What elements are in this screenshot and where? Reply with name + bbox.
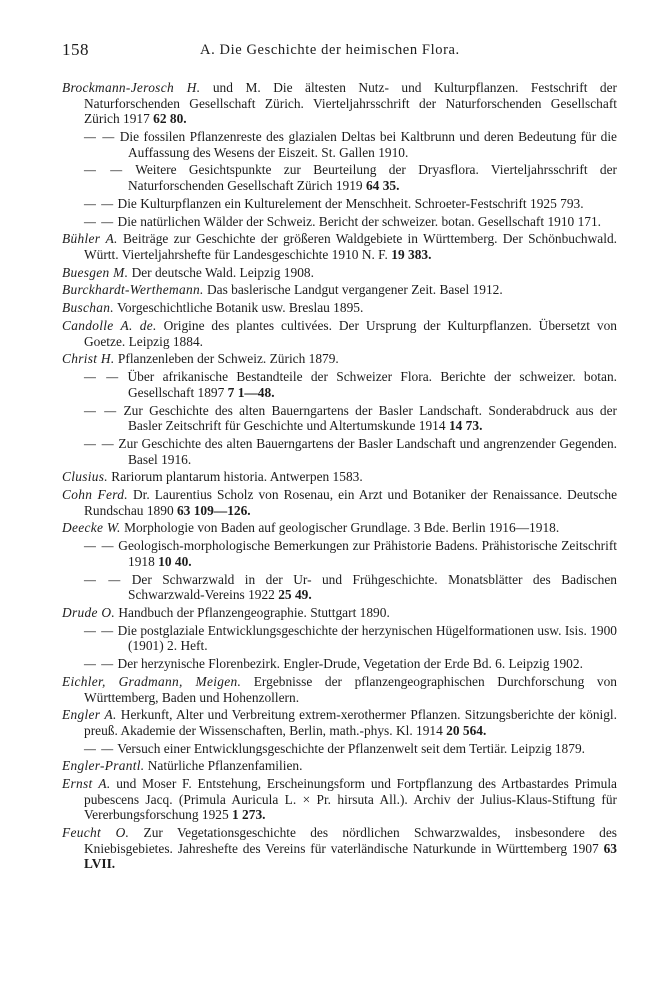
bibliography-entry [62,623,617,654]
ditto-dash: — — [84,622,115,638]
ditto-dash: — — [84,128,116,144]
entry-text: Zur Vegetationsgeschichte des nördlichen Schwarzwaldes, insbesondere des Kniebisgebietes. Jahreshefte des Vereins für vaterländische Naturkunde in Württemberg 1907 [84,825,618,856]
bibliography-entry [62,605,617,621]
entry-author: Clusius. [62,469,108,485]
entry-text: Die natürlichen Wälder der Schweiz. Bericht der schweizer. botan. Gesellschaft 1910 171. [114,213,602,229]
entry-text: Origine des plantes cultivées. Der Ursprung der Kulturpflanzen. Übersetzt von Goetze. Leipzig 1884. [84,318,617,349]
bibliography-list [62,80,617,872]
volume-page-reference: 1 273. [232,807,266,823]
volume-page-reference: 63 109—126. [176,502,251,518]
ditto-dash: — — [84,369,120,385]
volume-page-reference: 7 1—48. [227,384,275,400]
bibliography-entry [62,282,617,298]
volume-page-reference: 62 80. [153,111,187,127]
bibliography-entry [62,469,617,485]
bibliography-entry [62,758,617,774]
bibliography-entry [62,436,617,467]
bibliography-entry [62,825,617,872]
entry-text: Ergebnisse der pflanzengeographischen Durchforschung von Württemberg, Baden und Hohenzollern. [84,673,617,705]
entry-author: Bühler A. [62,231,118,247]
ditto-dash: — — [84,571,122,587]
bibliography-entry [62,776,617,823]
volume-page-reference: 10 40. [158,553,192,569]
entry-text: Das baslerische Landgut vergangener Zeit. Basel 1912. [203,282,503,298]
entry-text: Zur Geschichte des alten Bauerngartens der Basler Landschaft und angrenzender Gegenden. Basel 1916. [114,435,617,467]
bibliography-entry [62,674,617,705]
entry-author: Buesgen M. [62,264,129,280]
entry-text: Handbuch der Pflanzengeographie. Stuttgart 1890. [114,604,390,620]
entry-text: Die postglaziale Entwicklungsgeschichte der herzynischen Hügelformationen usw. Isis. 1900 (1901) 2. Heft. [114,622,617,654]
entry-text: Versuch einer Entwicklungsgeschichte der Pflanzenwelt seit dem Tertiär. Leipzig 1879. [114,740,585,756]
volume-page-reference: 19 383. [391,246,432,262]
entry-text: Die Kulturpflanzen ein Kulturelement der Menschheit. Schroeter-Festschrift 1925 793. [114,195,584,211]
entry-text: Geologisch-morphologische Bemerkungen zur Prähistorie Badens. Prähistorische Zeitschrift 1918 [114,538,617,569]
bibliography-entry [62,196,617,212]
entry-text: und M. Die ältesten Nutz- und Kulturpflanzen. Festschrift der Naturforschenden Gesellschaft Zürich. Vierteljahrsschrift der Naturforschenden Gesellschaft Zürich 1917 [84,80,618,127]
entry-author: Ernst A. [62,776,111,792]
entry-text: Der deutsche Wald. Leipzig 1908. [128,264,314,280]
bibliography-entry [62,741,617,757]
bibliography-entry [62,214,617,230]
entry-author: Drude O. [62,604,115,620]
entry-author: Feucht O. [62,825,130,841]
bibliography-entry [62,129,617,160]
entry-author: Burckhardt-Werthemann. [62,282,204,298]
volume-page-reference: 14 73. [448,418,483,434]
entry-text: Der Schwarzwald in der Ur- und Frühgeschichte. Monatsblätter des Badischen Schwarzwald-Vereins 1922 [121,571,617,603]
entry-author: Christ H. [62,351,115,367]
bibliography-entry [62,707,617,738]
entry-text: Natürliche Pflanzenfamilien. [144,758,303,774]
page-number: 158 [62,40,89,59]
ditto-dash: — — [84,435,115,451]
entry-text: Vorgeschichtliche Botanik usw. Breslau 1895. [113,300,364,316]
entry-author: Brockmann-Jerosch H. [62,80,201,95]
entry-text: Morphologie von Baden auf geologischer Grundlage. 3 Bde. Berlin 1916—1918. [120,520,560,536]
entry-author: Candolle A. de. [62,318,157,333]
entry-text: Über afrikanische Bestandteile der Schweizer Flora. Berichte der schweizer. botan. Gesellschaft 1897 [119,369,618,400]
entry-text: Zur Geschichte des alten Bauerngartens der Basler Landschaft. Sonderabdruck aus der Basler Zeitschrift für Geschichte und Altertumskunde 1914 [117,402,617,434]
ditto-dash: — — [84,162,124,178]
volume-page-reference: 63 LVII. [84,840,617,872]
bibliography-entry [62,656,617,672]
volume-page-reference: 64 35. [365,177,400,193]
ditto-dash: — — [84,402,118,418]
volume-page-reference: 25 49. [278,587,312,603]
bibliography-entry [62,538,617,569]
entry-text: Pflanzenleben der Schweiz. Zürich 1879. [114,351,339,367]
entry-text: Die fossilen Pflanzenreste des glazialen Deltas bei Kaltbrunn und deren Bedeutung für die Auffassung des Wesens der Eiszeit. St. Gallen 1910. [115,128,617,160]
entry-text: und Moser F. Entstehung, Erscheinungsform und Fortpflanzung des Artbastardes Primula pubescens Jacq. (Primula Auricula L. × Pr. hirsuta All.). Archiv der Julius-Klaus-Stiftung für Vererbungsforschung 1925 [84,776,617,823]
entry-author: Deecke W. [62,520,121,536]
bibliography-entry [62,487,617,518]
entry-text: Rariorum plantarum historia. Antwerpen 1583. [107,469,363,485]
bibliography-entry [62,265,617,281]
ditto-dash: — — [84,656,115,672]
bibliography-entry [62,369,617,400]
bibliography-entry [62,351,617,367]
ditto-dash: — — [84,213,115,229]
bibliography-entry [62,520,617,536]
bibliography-entry [62,300,617,316]
bibliography-entry [62,162,617,193]
bibliography-entry [62,80,617,127]
bibliography-entry [62,572,617,603]
entry-text: Dr. Laurentius Scholz von Rosenau, ein Arzt und Botaniker der Renaissance. Deutsche Rundschau 1890 [84,487,618,518]
ditto-dash: — — [84,538,115,554]
ditto-dash: — — [84,740,115,756]
entry-text: Herkunft, Alter und Verbreitung extrem-xerothermer Pflanzen. Sitzungsberichte der königl. preuß. Akademie der Wissenschaften, Berlin, math.-phys. Kl. 1914 [84,707,617,738]
entry-author: Engler-Prantl. [62,758,145,774]
volume-page-reference: 20 564. [446,722,487,738]
bibliography-entry [62,318,617,349]
entry-author: Buschan. [62,300,114,316]
entry-author: Engler A. [62,707,117,723]
bibliography-entry [62,231,617,262]
running-head [62,40,617,66]
running-title: A. Die Geschichte der heimischen Flora. [200,42,460,58]
bibliography-entry [62,403,617,434]
entry-text: Der herzynische Florenbezirk. Engler-Drude, Vegetation der Erde Bd. 6. Leipzig 1902. [114,656,583,672]
entry-author: Cohn Ferd. [62,487,128,503]
entry-text: Weitere Gesichtspunkte zur Beurteilung der Dryasflora. Vierteljahrsschrift der Naturforschenden Gesellschaft Zürich 1919 [123,162,617,193]
entry-text: Beiträge zur Geschichte der größeren Waldgebiete in Württemberg. Der Schönbuchwald. Württ. Vierteljahrshefte für Landesgeschichte 1910 N. F. [84,231,617,262]
entry-author: Eichler, Gradmann, Meigen. [62,673,242,689]
ditto-dash: — — [84,195,115,211]
